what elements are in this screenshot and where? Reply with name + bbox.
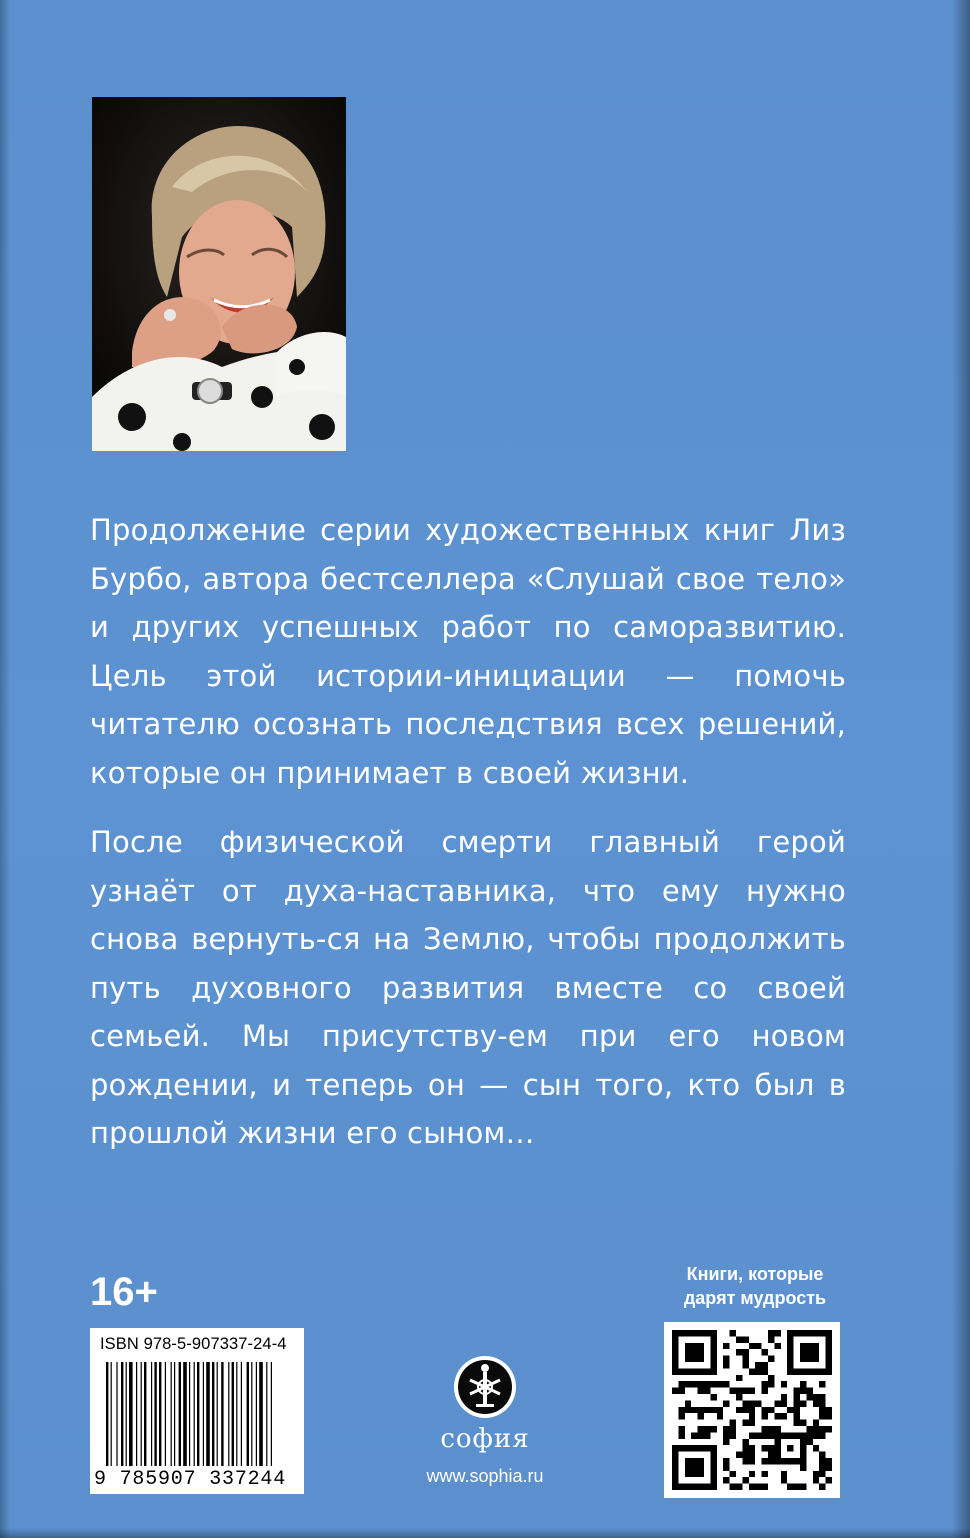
- slogan-line-1: Книги, которые: [686, 1264, 824, 1284]
- cover-left-edge: [0, 0, 10, 1538]
- cover-bottom-edge: [0, 1528, 970, 1538]
- qr-code-icon: [672, 1330, 832, 1490]
- publisher-logo-icon: [452, 1354, 518, 1420]
- author-photo: [92, 97, 346, 451]
- isbn-digits: 9 785907 337244: [94, 1468, 287, 1491]
- publisher-name: софия: [440, 1424, 530, 1454]
- publisher-slogan: [660, 1262, 850, 1310]
- description-paragraph-1: Продолжение серии художественных книг Лиз Бурбо, автора бестселлера «Слушай свое тело» и других успешных работ по саморазвитию. Цель этой истории-инициации — помочь читателю осознать последствия всех решений, которые он принимает в своей жизни.: [90, 513, 846, 790]
- publisher-website[interactable]: www.sophia.ru: [426, 1466, 544, 1486]
- qr-code[interactable]: [664, 1322, 840, 1498]
- description-paragraph-2: После физической смерти главный герой узнаёт от духа-наставника, что ему нужно снова вернуть-ся на Землю, чтобы продолжить путь духовного развития вместе со своей семьей. Мы присутству-ем при его новом рождении, и теперь он — сын того, кто был в прошлой жизни его сыном…: [90, 825, 846, 1150]
- age-rating: 16+: [90, 1270, 158, 1314]
- cover-right-edge: [952, 0, 970, 1538]
- isbn-label: ISBN 978-5-907337-24-4: [100, 1335, 287, 1353]
- isbn-barcode: [90, 1328, 304, 1494]
- barcode-icon: [106, 1362, 290, 1466]
- slogan-line-2: дарят мудрость: [683, 1288, 827, 1308]
